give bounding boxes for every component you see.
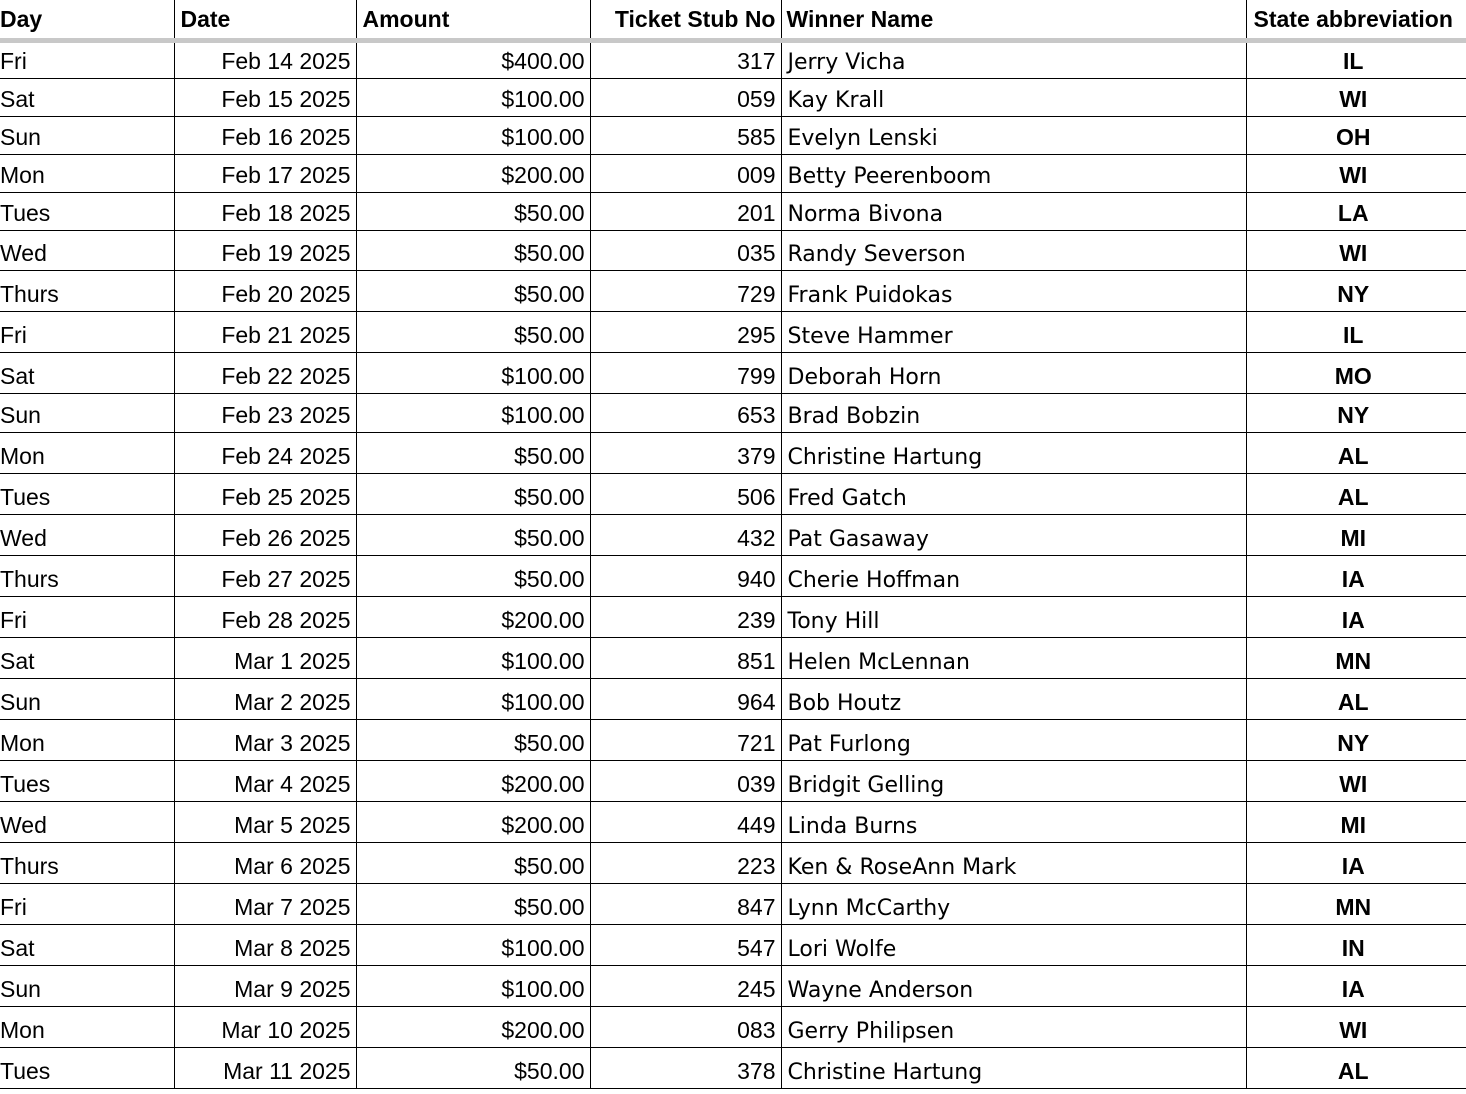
cell-amount[interactable]: $50.00	[356, 515, 590, 556]
cell-winner-name[interactable]: Fred Gatch	[781, 474, 1246, 515]
cell-ticket[interactable]: 083	[590, 1007, 781, 1048]
cell-day[interactable]: Thurs	[0, 843, 174, 884]
cell-day[interactable]: Tues	[0, 1048, 174, 1089]
cell-ticket[interactable]: 039	[590, 761, 781, 802]
cell-winner-name[interactable]: Bridgit Gelling	[781, 761, 1246, 802]
cell-state[interactable]: LA	[1246, 193, 1466, 231]
cell-date[interactable]: Mar 8 2025	[174, 925, 356, 966]
table-row	[0, 556, 1466, 597]
cell-ticket[interactable]: 379	[590, 433, 781, 474]
header-row	[0, 0, 1466, 41]
cell-amount[interactable]: $50.00	[356, 1048, 590, 1089]
cell-ticket[interactable]: 201	[590, 193, 781, 231]
cell-amount[interactable]: $50.00	[356, 843, 590, 884]
cell-amount[interactable]: $200.00	[356, 1007, 590, 1048]
cell-date[interactable]: Mar 6 2025	[174, 843, 356, 884]
cell-state[interactable]: WI	[1246, 231, 1466, 271]
cell-date[interactable]: Feb 25 2025	[174, 474, 356, 515]
column-header-amount[interactable]: Amount	[356, 0, 590, 41]
cell-state[interactable]: NY	[1246, 394, 1466, 433]
cell-date[interactable]: Feb 28 2025	[174, 597, 356, 638]
cell-amount[interactable]: $100.00	[356, 638, 590, 679]
cell-state[interactable]: IL	[1246, 41, 1466, 79]
cell-amount[interactable]: $50.00	[356, 193, 590, 231]
cell-amount[interactable]: $200.00	[356, 155, 590, 193]
cell-day[interactable]: Thurs	[0, 556, 174, 597]
cell-winner-name[interactable]: Wayne Anderson	[781, 966, 1246, 1007]
column-header-winner[interactable]: Winner Name	[781, 0, 1246, 41]
cell-ticket[interactable]: 799	[590, 353, 781, 394]
cell-day[interactable]: Tues	[0, 193, 174, 231]
cell-state[interactable]: WI	[1246, 79, 1466, 117]
cell-date[interactable]: Feb 16 2025	[174, 117, 356, 155]
cell-state[interactable]: NY	[1246, 720, 1466, 761]
cell-ticket[interactable]: 721	[590, 720, 781, 761]
cell-state[interactable]: AL	[1246, 474, 1466, 515]
cell-amount[interactable]: $100.00	[356, 353, 590, 394]
cell-winner-name[interactable]: Frank Puidokas	[781, 271, 1246, 312]
cell-amount[interactable]: $50.00	[356, 312, 590, 353]
cell-state[interactable]: WI	[1246, 1007, 1466, 1048]
table-row	[0, 884, 1466, 925]
cell-ticket[interactable]: 851	[590, 638, 781, 679]
cell-day[interactable]: Sun	[0, 117, 174, 155]
table-row	[0, 394, 1466, 433]
cell-state[interactable]: AL	[1246, 679, 1466, 720]
cell-date[interactable]: Feb 24 2025	[174, 433, 356, 474]
cell-winner-name[interactable]: Kay Krall	[781, 79, 1246, 117]
cell-day[interactable]: Wed	[0, 802, 174, 843]
cell-state[interactable]: IA	[1246, 556, 1466, 597]
cell-amount[interactable]: $200.00	[356, 802, 590, 843]
cell-date[interactable]: Feb 21 2025	[174, 312, 356, 353]
cell-winner-name[interactable]: Cherie Hoffman	[781, 556, 1246, 597]
table-row	[0, 638, 1466, 679]
table-row	[0, 231, 1466, 271]
cell-winner-name[interactable]: Gerry Philipsen	[781, 1007, 1246, 1048]
cell-state[interactable]: IA	[1246, 966, 1466, 1007]
table-row	[0, 843, 1466, 884]
cell-date[interactable]: Mar 9 2025	[174, 966, 356, 1007]
cell-date[interactable]: Mar 1 2025	[174, 638, 356, 679]
cell-amount[interactable]: $50.00	[356, 720, 590, 761]
table-row	[0, 515, 1466, 556]
table-row	[0, 193, 1466, 231]
cell-state[interactable]: MO	[1246, 353, 1466, 394]
cell-state[interactable]: MI	[1246, 515, 1466, 556]
cell-winner-name[interactable]: Helen McLennan	[781, 638, 1246, 679]
cell-state[interactable]: MN	[1246, 638, 1466, 679]
cell-amount[interactable]: $400.00	[356, 41, 590, 79]
column-header-state[interactable]: State abbreviation	[1246, 0, 1466, 41]
cell-amount[interactable]: $50.00	[356, 884, 590, 925]
cell-amount[interactable]: $100.00	[356, 394, 590, 433]
cell-ticket[interactable]: 653	[590, 394, 781, 433]
cell-ticket[interactable]: 317	[590, 41, 781, 79]
cell-winner-name[interactable]: Tony Hill	[781, 597, 1246, 638]
table-row	[0, 353, 1466, 394]
table-row	[0, 679, 1466, 720]
cell-date[interactable]: Feb 18 2025	[174, 193, 356, 231]
cell-day[interactable]: Mon	[0, 155, 174, 193]
cell-day[interactable]: Tues	[0, 761, 174, 802]
cell-day[interactable]: Mon	[0, 433, 174, 474]
cell-day[interactable]: Thurs	[0, 271, 174, 312]
table-row	[0, 41, 1466, 79]
cell-winner-name[interactable]: Lori Wolfe	[781, 925, 1246, 966]
cell-state[interactable]: WI	[1246, 761, 1466, 802]
column-header-day[interactable]: Day	[0, 0, 174, 41]
cell-state[interactable]: IA	[1246, 843, 1466, 884]
cell-day[interactable]: Mon	[0, 1007, 174, 1048]
cell-day[interactable]: Wed	[0, 515, 174, 556]
cell-ticket[interactable]: 847	[590, 884, 781, 925]
table-row	[0, 312, 1466, 353]
cell-date[interactable]: Mar 10 2025	[174, 1007, 356, 1048]
column-header-ticket[interactable]: Ticket Stub No	[590, 0, 781, 41]
cell-winner-name[interactable]: Christine Hartung	[781, 433, 1246, 474]
cell-day[interactable]: Wed	[0, 231, 174, 271]
cell-day[interactable]: Sun	[0, 394, 174, 433]
cell-date[interactable]: Mar 3 2025	[174, 720, 356, 761]
table-row	[0, 117, 1466, 155]
cell-amount[interactable]: $200.00	[356, 761, 590, 802]
cell-amount[interactable]: $50.00	[356, 231, 590, 271]
cell-amount[interactable]: $100.00	[356, 966, 590, 1007]
cell-date[interactable]: Mar 5 2025	[174, 802, 356, 843]
column-header-date[interactable]: Date	[174, 0, 356, 41]
cell-ticket[interactable]: 432	[590, 515, 781, 556]
cell-state[interactable]: MI	[1246, 802, 1466, 843]
cell-date[interactable]: Feb 14 2025	[174, 41, 356, 79]
cell-date[interactable]: Feb 22 2025	[174, 353, 356, 394]
cell-amount[interactable]: $50.00	[356, 433, 590, 474]
cell-ticket[interactable]: 245	[590, 966, 781, 1007]
table-row	[0, 79, 1466, 117]
cell-winner-name[interactable]: Deborah Horn	[781, 353, 1246, 394]
cell-date[interactable]: Feb 23 2025	[174, 394, 356, 433]
cell-ticket[interactable]: 547	[590, 925, 781, 966]
cell-winner-name[interactable]: Randy Severson	[781, 231, 1246, 271]
cell-day[interactable]: Sat	[0, 353, 174, 394]
cell-day[interactable]: Sun	[0, 966, 174, 1007]
cell-day[interactable]: Fri	[0, 41, 174, 79]
cell-ticket[interactable]: 940	[590, 556, 781, 597]
cell-amount[interactable]: $50.00	[356, 556, 590, 597]
cell-day[interactable]: Tues	[0, 474, 174, 515]
cell-state[interactable]: AL	[1246, 1048, 1466, 1089]
cell-day[interactable]: Sat	[0, 638, 174, 679]
cell-date[interactable]: Feb 17 2025	[174, 155, 356, 193]
table-row	[0, 474, 1466, 515]
cell-ticket[interactable]: 295	[590, 312, 781, 353]
table-row	[0, 271, 1466, 312]
cell-amount[interactable]: $100.00	[356, 117, 590, 155]
cell-ticket[interactable]: 449	[590, 802, 781, 843]
cell-date[interactable]: Feb 20 2025	[174, 271, 356, 312]
cell-winner-name[interactable]: Christine Hartung	[781, 1048, 1246, 1089]
cell-state[interactable]: IL	[1246, 312, 1466, 353]
cell-amount[interactable]: $100.00	[356, 79, 590, 117]
cell-day[interactable]: Fri	[0, 884, 174, 925]
cell-day[interactable]: Fri	[0, 312, 174, 353]
cell-state[interactable]: MN	[1246, 884, 1466, 925]
cell-ticket[interactable]: 239	[590, 597, 781, 638]
cell-date[interactable]: Feb 27 2025	[174, 556, 356, 597]
cell-winner-name[interactable]: Brad Bobzin	[781, 394, 1246, 433]
table-row	[0, 966, 1466, 1007]
cell-winner-name[interactable]: Betty Peerenboom	[781, 155, 1246, 193]
cell-state[interactable]: NY	[1246, 271, 1466, 312]
table-row	[0, 433, 1466, 474]
cell-ticket[interactable]: 035	[590, 231, 781, 271]
cell-date[interactable]: Mar 11 2025	[174, 1048, 356, 1089]
cell-ticket[interactable]: 506	[590, 474, 781, 515]
cell-day[interactable]: Fri	[0, 597, 174, 638]
cell-date[interactable]: Mar 7 2025	[174, 884, 356, 925]
cell-day[interactable]: Sun	[0, 679, 174, 720]
cell-winner-name[interactable]: Ken & RoseAnn Mark	[781, 843, 1246, 884]
cell-ticket[interactable]: 585	[590, 117, 781, 155]
cell-winner-name[interactable]: Pat Furlong	[781, 720, 1246, 761]
cell-amount[interactable]: $100.00	[356, 679, 590, 720]
table-row	[0, 761, 1466, 802]
cell-ticket[interactable]: 729	[590, 271, 781, 312]
cell-winner-name[interactable]: Steve Hammer	[781, 312, 1246, 353]
cell-state[interactable]: IA	[1246, 597, 1466, 638]
cell-state[interactable]: WI	[1246, 155, 1466, 193]
cell-winner-name[interactable]: Norma Bivona	[781, 193, 1246, 231]
cell-winner-name[interactable]: Linda Burns	[781, 802, 1246, 843]
cell-winner-name[interactable]: Jerry Vicha	[781, 41, 1246, 79]
cell-amount[interactable]: $50.00	[356, 271, 590, 312]
cell-winner-name[interactable]: Lynn McCarthy	[781, 884, 1246, 925]
cell-date[interactable]: Feb 26 2025	[174, 515, 356, 556]
cell-state[interactable]: OH	[1246, 117, 1466, 155]
cell-ticket[interactable]: 009	[590, 155, 781, 193]
cell-ticket[interactable]: 378	[590, 1048, 781, 1089]
table-row	[0, 597, 1466, 638]
table-row	[0, 155, 1466, 193]
cell-date[interactable]: Feb 19 2025	[174, 231, 356, 271]
cell-amount[interactable]: $100.00	[356, 925, 590, 966]
cell-winner-name[interactable]: Evelyn Lenski	[781, 117, 1246, 155]
cell-day[interactable]: Sat	[0, 925, 174, 966]
cell-amount[interactable]: $200.00	[356, 597, 590, 638]
cell-state[interactable]: IN	[1246, 925, 1466, 966]
cell-winner-name[interactable]: Pat Gasaway	[781, 515, 1246, 556]
cell-ticket[interactable]: 223	[590, 843, 781, 884]
table-row	[0, 802, 1466, 843]
cell-day[interactable]: Sat	[0, 79, 174, 117]
cell-winner-name[interactable]: Bob Houtz	[781, 679, 1246, 720]
cell-date[interactable]: Mar 2 2025	[174, 679, 356, 720]
cell-date[interactable]: Mar 4 2025	[174, 761, 356, 802]
cell-date[interactable]: Feb 15 2025	[174, 79, 356, 117]
table-row	[0, 1007, 1466, 1048]
cell-amount[interactable]: $50.00	[356, 474, 590, 515]
table-row	[0, 925, 1466, 966]
cell-ticket[interactable]: 964	[590, 679, 781, 720]
cell-ticket[interactable]: 059	[590, 79, 781, 117]
table-row	[0, 1048, 1466, 1089]
table-row	[0, 720, 1466, 761]
cell-day[interactable]: Mon	[0, 720, 174, 761]
cell-state[interactable]: AL	[1246, 433, 1466, 474]
